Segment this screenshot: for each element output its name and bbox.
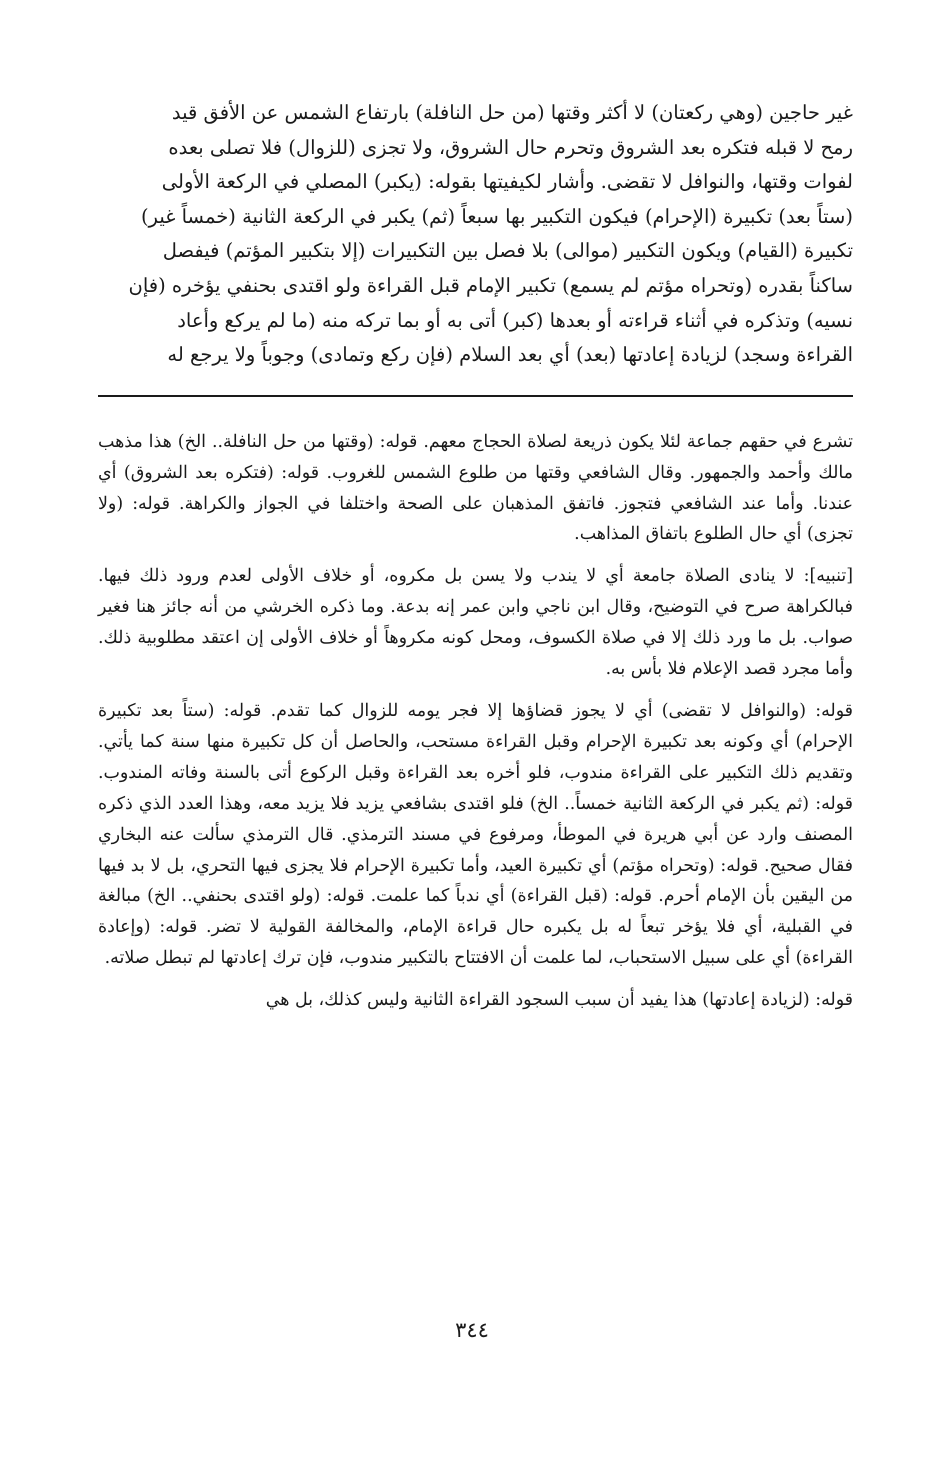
page-number: ٣٤٤ bbox=[455, 1318, 489, 1342]
main-text-line: القراءة وسجد) لزيادة إعادتها (بعد) أي بعد السلام (فإن ركع وتمادى) وجوباً ولا يرجع له bbox=[167, 343, 853, 367]
footnote-paragraph: قوله: (لزيادة إعادتها) هذا يفيد أن سبب السجود القراءة الثانية وليس كذلك، بل هي bbox=[265, 990, 853, 1011]
footnote-paragraph: [تنبيه]: لا ينادى الصلاة جامعة أي لا يندب ولا يسن بل مكروه، أو خلاف الأولى لعدم ورود ذلك فيها. فبالكراهة صرح في التوضيح، وقال ابن ناجي وابن عمر إنه بدعة. وما ذكره الخرشي من أنه جائز هنا فغير صواب. بل ما ورد ذلك إلا في صلاة الكسوف، ومحل كونه مكروهاً أو خلاف الأولى إن اعتقد مطلوبية ذلك. وأما مجرد قصد الإعلام فلا بأس به. bbox=[98, 566, 853, 680]
footnote-paragraph: تشرع في حقهم جماعة لئلا يكون ذريعة لصلاة الحجاج معهم. قوله: (وقتها من حل النافلة.. الخ) هذا مذهب مالك وأحمد والجمهور. وقال الشافعي وقتها من طلوع الشمس للغروب. قوله: (فتكره بعد الشروق) أي عندنا. وأما عند الشافعي فتجوز. فاتفق المذهبان على الصحة واختلفا في الجواز والكراهة. قوله: (ولا تجزى) أي حال الطلوع باتفاق المذاهب. bbox=[98, 431, 853, 545]
footnote-divider bbox=[98, 395, 853, 397]
main-text-line: تكبيرة (القيام) ويكون التكبير (موالى) بلا فصل بين التكبيرات (إلا بتكبير المؤتم) فيفصل bbox=[162, 239, 853, 263]
footnotes-block bbox=[98, 427, 853, 1016]
main-text-line: لفوات وقتها، والنوافل لا تقضى. وأشار لكيفيتها بقوله: (يكبر) المصلي في الركعة الأولى bbox=[161, 170, 853, 194]
main-text-line: ساكناً بقدره (وتحراه مؤتم لم يسمع) تكبير الإمام قبل القراءة ولو اقتدى بحنفي يؤخره (فإن bbox=[128, 273, 853, 297]
main-text-line: (ستاً بعد) تكبيرة (الإحرام) فيكون التكبير بها سبعاً (ثم) يكبر في الركعة الثانية (خمساً غير) bbox=[140, 204, 853, 228]
footnote-paragraph: قوله: (والنوافل لا تقضى) أي لا يجوز قضاؤها إلا فجر يومه للزوال كما تقدم. قوله: (ستاً بعد تكبيرة الإحرام) أي وكونه بعد تكبيرة الإحرام وقبل القراءة مستحب، والحاصل أن كل تكبيرة منها سنة كما يأتي. وتقديم ذلك التكبير على القراءة مندوب، فلو أخره بعد القراءة وقبل الركوع أتى بالسنة وفاته المندوب. قوله: (ثم يكبر في الركعة الثانية خمساً.. الخ) فلو اقتدى بشافعي يزيد فلا يزيد معه، وهذا العدد الذي ذكره المصنف وارد عن أبي هريرة في الموطأ، ومرفوع في مسند الترمذي. قال الترمذي سألت عنه البخاري فقال صحيح. قوله: (وتحراه مؤتم) أي تكبيرة العيد، وأما تكبيرة الإحرام فلا يجزى فيها التحري، بل لا بد فيها من اليقين بأن الإمام أحرم. قوله: (قبل القراءة) أي ندباً كما علمت. قوله: (ولو اقتدى بحنفي.. الخ) مبالغة في القبلية، أي فلا يؤخر تبعاً له بل يكبره حال قراءة الإمام، والمخالفة القولية لا تضر. قوله: (وإعادة القراءة) أي على سبيل الاستحباب، لما علمت أن الافتتاح بالتكبير مندوب، فإن ترك إعادتها لم تبطل صلاته. bbox=[98, 701, 853, 969]
main-text-block bbox=[98, 96, 853, 373]
page-body bbox=[98, 96, 853, 1027]
main-text-line: رمح لا قبله فتكره بعد الشروق وتحرم حال الشروق، ولا تجزى (للزوال) فلا تصلى بعده bbox=[168, 135, 853, 159]
main-text-line: غير حاجين (وهي ركعتان) لا أكثر وقتها (من حل النافلة) بارتفاع الشمس عن الأفق قيد bbox=[171, 101, 853, 124]
main-text-line: نسيه) وتذكره في أثناء قراءته أو بعدها (كبر) أتى به أو بما تركه منه (ما لم يركع وأعاد bbox=[177, 308, 853, 332]
